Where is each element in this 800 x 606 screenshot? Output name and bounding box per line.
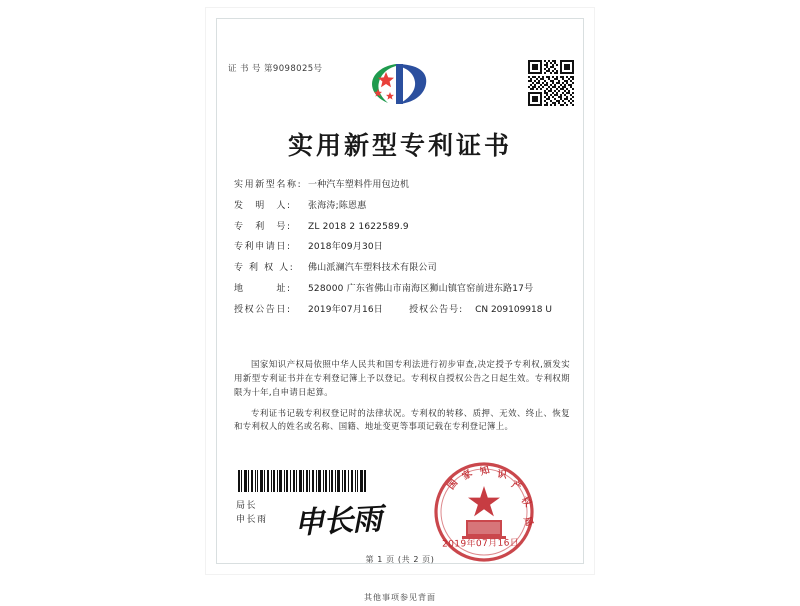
field-label: 专利申请日: xyxy=(234,242,292,253)
field-patent-number xyxy=(234,222,568,233)
field-value: ZL 2018 2 1622589.9 xyxy=(308,221,409,232)
seal-date: 2019年07月16日 xyxy=(441,538,520,550)
grant-date-label: 授权公告日: xyxy=(234,304,292,315)
field-value: 2018年09月30日 xyxy=(308,242,384,253)
qr-code xyxy=(528,60,574,106)
field-value: 佛山派澜汽车塑料技术有限公司 xyxy=(308,263,437,273)
cnipa-logo-icon xyxy=(366,58,436,108)
grant-date-value: 2019年07月16日 xyxy=(308,304,384,315)
certificate-fields xyxy=(234,180,568,325)
svg-text:权: 权 xyxy=(518,494,534,510)
director-handwritten-signature: 申长雨 xyxy=(293,501,383,542)
field-value: 张海涛;陈恩惠 xyxy=(308,200,367,211)
barcode xyxy=(238,470,366,492)
field-label: 专 利 号: xyxy=(234,221,292,232)
svg-text:识: 识 xyxy=(496,469,508,481)
field-label: 发 明 人: xyxy=(234,200,292,211)
signature-block xyxy=(236,500,268,528)
field-value: 一种汽车塑料件用包边机 xyxy=(308,180,410,190)
director-title: 局长 xyxy=(236,501,258,511)
svg-text:家: 家 xyxy=(460,467,475,483)
certificate-title: 实用新型专利证书 xyxy=(287,131,512,160)
field-label: 实用新型名称: xyxy=(234,180,303,190)
footer-note: 其他事项参见背面 xyxy=(364,593,436,602)
field-label: 地 址: xyxy=(234,283,292,294)
svg-text:产: 产 xyxy=(509,478,524,494)
grant-number-label: 授权公告号: xyxy=(409,304,464,315)
field-address xyxy=(234,284,568,295)
body-paragraph-2: 专利证书记载专利权登记时的法律状况。专利权的转移、质押、无效、终止、恢复和专利权人的姓名或名称、国籍、地址变更等事项记载在专利登记簿上。 xyxy=(234,407,570,432)
svg-text:国: 国 xyxy=(445,477,461,492)
field-label: 专 利 权 人: xyxy=(234,263,295,273)
field-value: 528000 广东省佛山市南海区狮山镇官窑前进东路17号 xyxy=(308,283,534,294)
field-utility-model-name xyxy=(234,180,568,191)
field-patentee xyxy=(234,263,568,274)
body-paragraph-1: 国家知识产权局依照中华人民共和国专利法进行初步审查,决定授予专利权,颁发实用新型专利证书并在专利登记簿上予以登记。专利权自授权公告之日起生效。专利权期限为十年,自申请日起算。 xyxy=(234,359,570,397)
certificate-number: 证 书 号 第9098025号 xyxy=(228,64,323,74)
field-grant-announcement xyxy=(234,305,568,316)
certificate-body-text xyxy=(234,358,570,441)
field-inventors xyxy=(234,201,568,212)
svg-text:局: 局 xyxy=(521,515,535,528)
grant-number-value: CN 209109918 U xyxy=(475,304,552,315)
patent-certificate xyxy=(206,8,594,602)
svg-text:知: 知 xyxy=(478,464,491,478)
director-name: 申长雨 xyxy=(236,514,268,525)
page-indicator: 第 1 页 (共 2 页) xyxy=(365,555,435,564)
field-application-date xyxy=(234,242,568,253)
